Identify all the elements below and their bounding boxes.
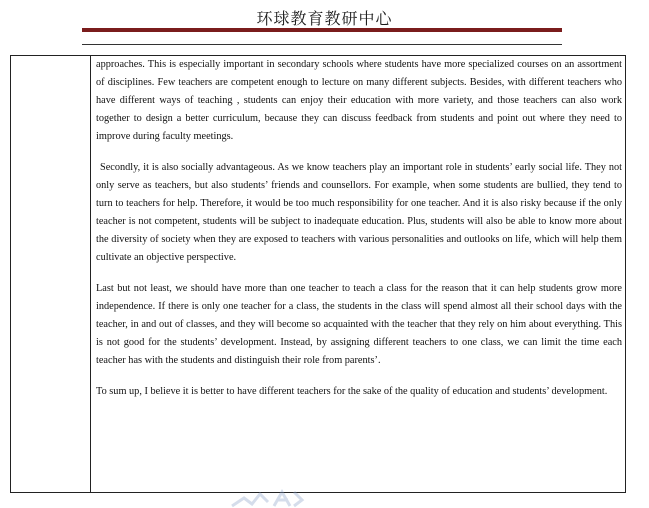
watermark-graphic	[230, 484, 310, 508]
essay-body	[96, 56, 622, 414]
page-header-title: 环球教育教研中心	[256, 9, 393, 28]
table-column-divider	[90, 55, 91, 493]
essay-paragraph-4: To sum up, I believe it is better to have different teachers for the sake of the quality of education and students’ development.	[96, 386, 608, 397]
header-rule-thin	[82, 44, 562, 45]
essay-paragraph-3: Last but not least, we should have more than one teacher to teach a class for the reason that it can help students grow more independence. If there is only one teacher for a class, the students in the class will spend almost all their school days with the teacher, in and out of classes, and they will become so acquainted with the teacher that they rely on him about everything. This is not good for the students’ development. Instead, by assigning different teachers to one class, we can limit the time each teacher has with the students and distinguish their role from parents’.	[96, 283, 622, 366]
essay-paragraph-1: approaches. This is especially important in secondary schools where students have more specialized courses on an assortment of disciplines. Few teachers are competent enough to lecture on many different subjects. Besides, with different teachers who have different ways of teaching , students can enjoy their education with more variety, and those teachers can also work together to design a better curriculum, because they can discuss feedback from students and point out where they need to improve during faculty meetings.	[96, 59, 622, 142]
essay-paragraph-2: Secondly, it is also socially advantageous. As we know teachers play an important role in students’ early social life. They not only serve as teachers, but also students’ friends and counsellors. For example, when some students are bullied, they tend to turn to teachers for help. Therefore, it would be too much responsibility for one teacher. And it is also risky because if the only teacher is not competent, students will be subject to inadequate education. Plus, students will also be able to know more about the diversity of society when they are exposed to teachers with various personalities and outlooks on life, which will help them cultivate an objective perspective.	[96, 162, 622, 263]
header-rule-thick	[82, 28, 562, 32]
